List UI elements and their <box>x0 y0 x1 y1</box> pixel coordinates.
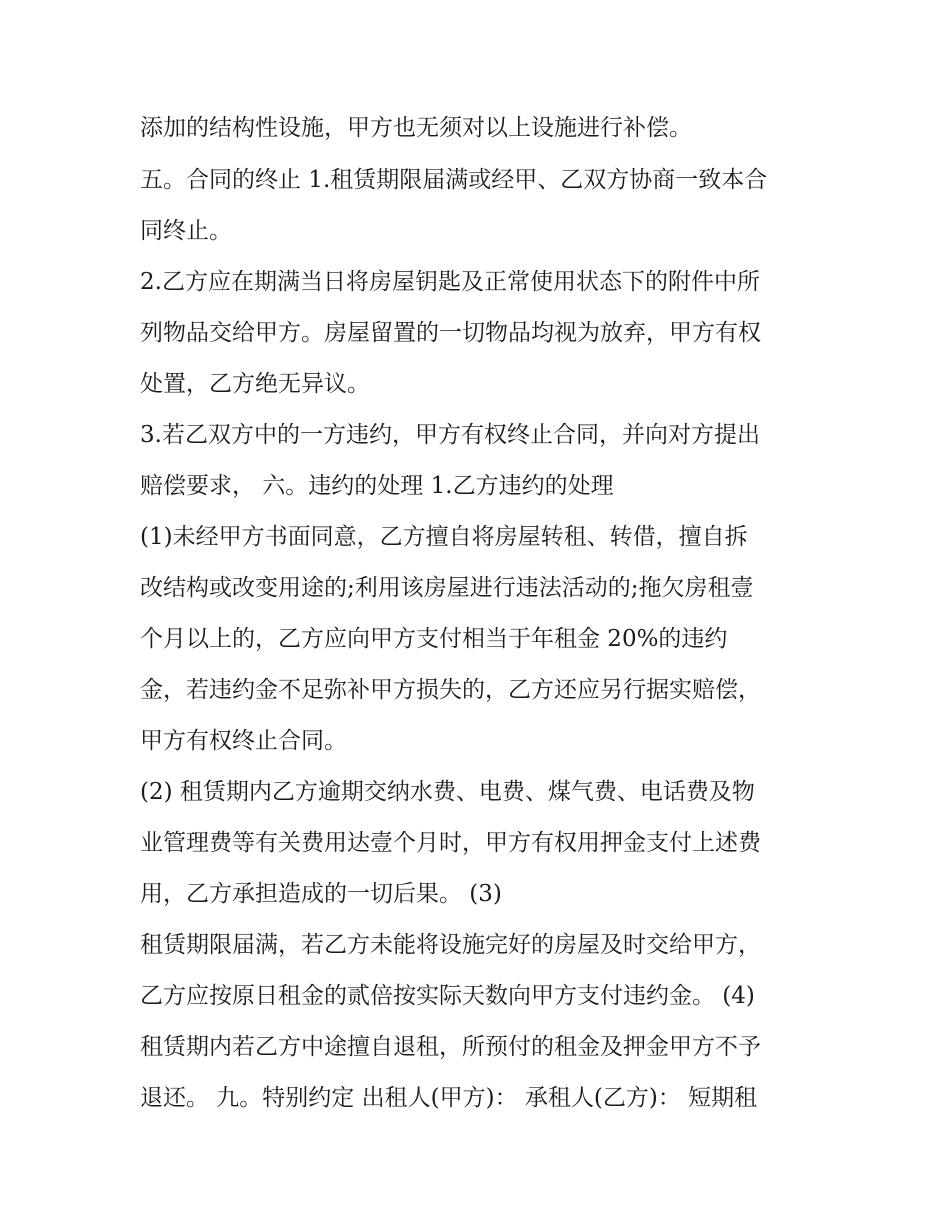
text-line: 用，乙方承担造成的一切后果。 (3) <box>140 881 502 907</box>
text-line: 金，若违约金不足弥补甲方损失的，乙方还应另行据实赔偿， <box>140 677 761 703</box>
text-line: 退还。 九。特别约定 出租人(甲方)： 承租人(乙方)： 短期租 <box>140 1085 758 1111</box>
text-line: 租赁期限届满，若乙方未能将设施完好的房屋及时交给甲方， <box>140 932 761 958</box>
text-line: 处置，乙方绝无异议。 <box>140 371 370 397</box>
text-line: 列物品交给甲方。房屋留置的一切物品均视为放弃，甲方有权 <box>140 320 761 346</box>
text-line: 添加的结构性设施，甲方也无须对以上设施进行补偿。 <box>140 115 692 141</box>
text-line: 业管理费等有关费用达壹个月时，甲方有权用押金支付上述费 <box>140 830 761 856</box>
text-line: 2.乙方应在期满当日将房屋钥匙及正常使用状态下的附件中所 <box>140 269 760 295</box>
text-line: 3.若乙双方中的一方违约，甲方有权终止合同，并向对方提出 <box>140 422 760 448</box>
text-line: (2) 租赁期内乙方逾期交纳水费、电费、煤气费、电话费及物 <box>140 779 755 805</box>
text-line: 同终止。 <box>140 218 232 244</box>
text-line: 租赁期内若乙方中途擅自退租，所预付的租金及押金甲方不予 <box>140 1034 761 1060</box>
text-line: 个月以上的，乙方应向甲方支付相当于年租金 20%的违约 <box>140 626 728 652</box>
text-line: 甲方有权终止合同。 <box>140 728 347 754</box>
text-line: 改结构或改变用途的;利用该房屋进行违法活动的;拖欠房租壹 <box>140 575 754 601</box>
text-line: 赔偿要求， 六。违约的处理 1.乙方违约的处理 <box>140 473 614 499</box>
text-line: 五。合同的终止 1.租赁期限届满或经甲、乙双方协商一致本合 <box>140 167 768 193</box>
text-line: (1)未经甲方书面同意，乙方擅自将房屋转租、转借，擅自拆 <box>140 524 748 550</box>
text-line: 乙方应按原日租金的贰倍按实际天数向甲方支付违约金。 (4) <box>140 983 755 1009</box>
